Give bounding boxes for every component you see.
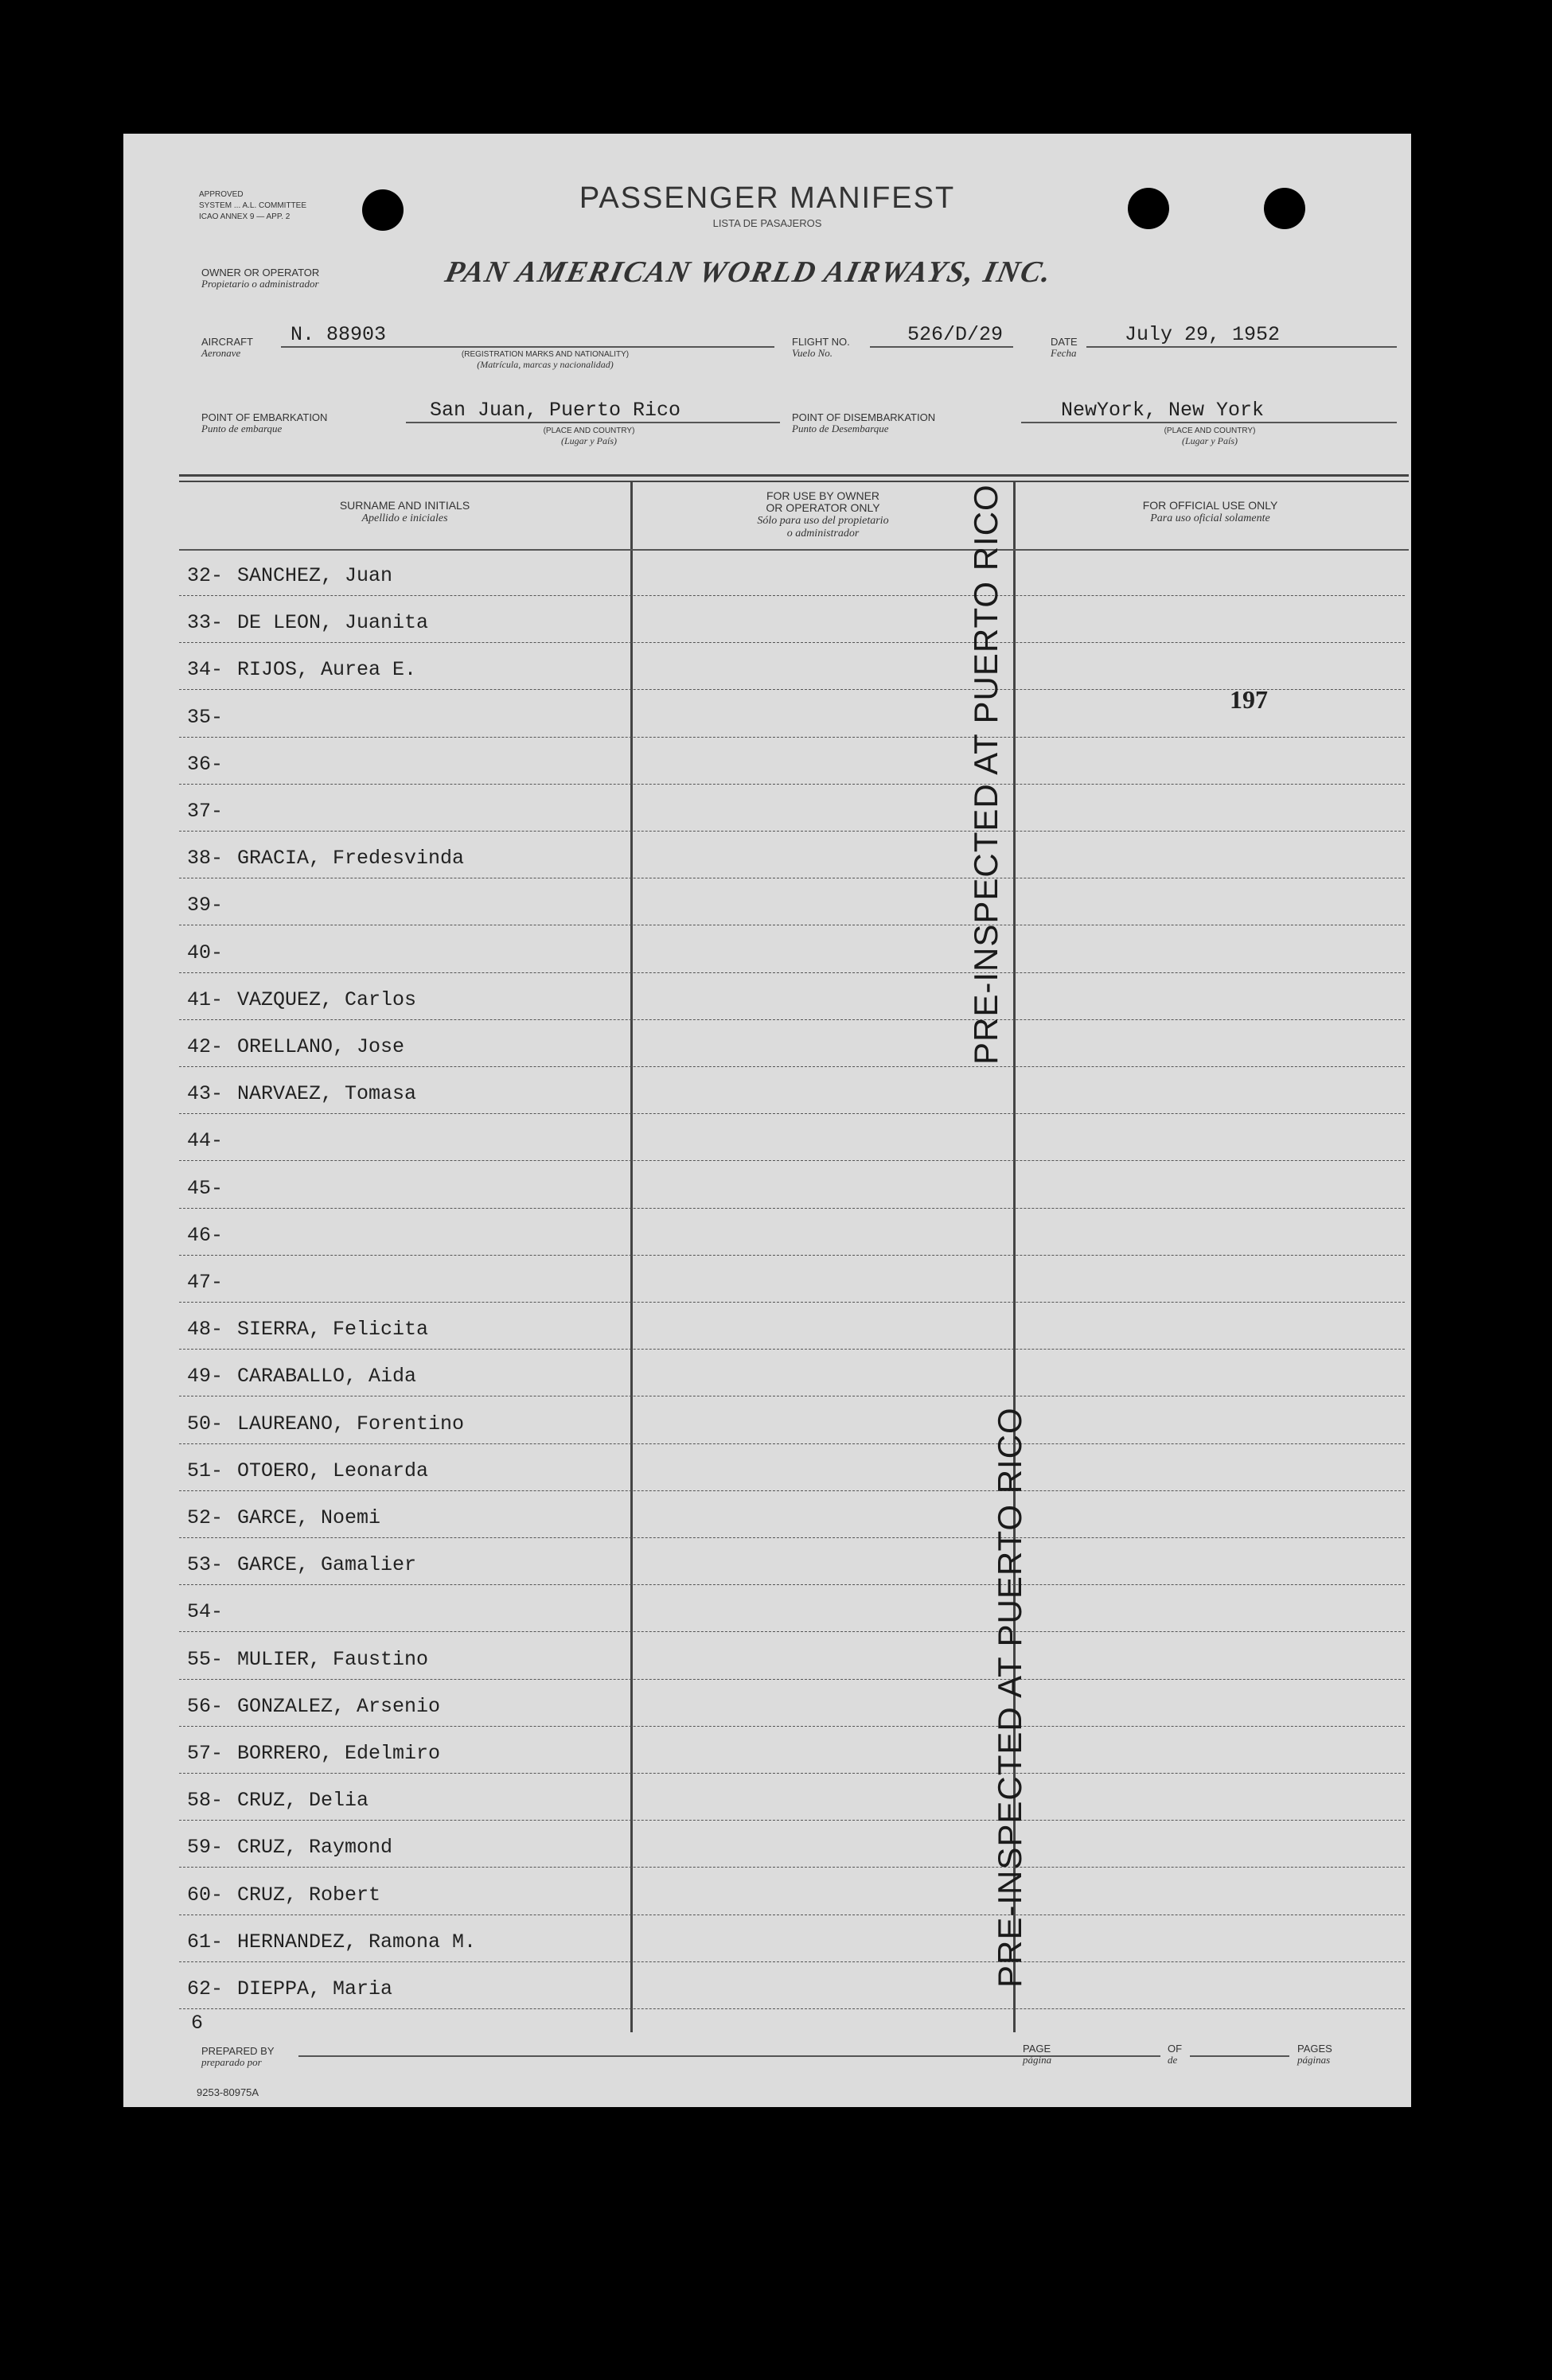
row-number: 62- <box>187 1977 224 2000</box>
embark-caption <box>489 427 688 447</box>
disembark-caption <box>1110 427 1309 447</box>
embark-value: San Juan, Puerto Rico <box>430 399 681 422</box>
row-number: 55- <box>187 1648 224 1671</box>
page-number: 6 <box>191 2012 204 2035</box>
col-header-owner-line1: FOR USE BY OWNER <box>766 489 880 502</box>
prepared-label-block <box>201 2046 275 2068</box>
passenger-name: DIEPPA, Maria <box>237 1977 393 2000</box>
operator-name: PAN AMERICAN WORLD AIRWAYS, INC. <box>442 255 1056 289</box>
embark-label-es: Punto de embarque <box>201 423 283 434</box>
passenger-name: CRUZ, Robert <box>237 1883 381 1907</box>
row-number: 38- <box>187 847 224 870</box>
table-row-line <box>179 1867 1405 1868</box>
row-number: 32- <box>187 564 224 587</box>
registration-caption <box>386 350 704 371</box>
date-label-block <box>1051 337 1078 359</box>
disembark-value: NewYork, New York <box>1061 399 1265 422</box>
flight-label: FLIGHT NO. <box>792 336 850 348</box>
row-number: 36- <box>187 753 224 776</box>
row-number: 57- <box>187 1742 224 1765</box>
row-number: 52- <box>187 1506 224 1529</box>
table-row-line <box>179 2008 1405 2009</box>
row-number: 54- <box>187 1600 224 1623</box>
table-row-line <box>179 1631 1405 1632</box>
form-code: 9253-80975A <box>197 2086 259 2098</box>
of-line <box>1190 2055 1289 2057</box>
row-number: 34- <box>187 658 224 681</box>
pre-inspected-stamp: PRE-INSPECTED AT PUERTO RICO <box>991 1407 1028 1988</box>
row-number: 49- <box>187 1365 224 1388</box>
header-bottom-rule <box>179 549 1409 551</box>
row-number: 51- <box>187 1459 224 1482</box>
page-label-block <box>1023 2043 1051 2066</box>
manifest-page <box>123 134 1411 2107</box>
prepared-label-es: preparado por <box>201 2056 262 2068</box>
passenger-name: SIERRA, Felicita <box>237 1318 429 1341</box>
passenger-name: NARVAEZ, Tomasa <box>237 1082 417 1105</box>
embark-line <box>406 422 780 423</box>
table-row-line <box>179 689 1405 690</box>
embark-label-block <box>201 412 327 434</box>
col-header-owner-es1: Sólo para uso del propietario <box>757 515 889 527</box>
table-row-line <box>179 1208 1405 1209</box>
table-row-line <box>179 642 1405 643</box>
disembark-label-block <box>792 412 935 434</box>
page-label: PAGE <box>1023 2043 1051 2055</box>
embark-caption-es: (Lugar y País) <box>561 435 617 446</box>
row-number: 50- <box>187 1412 224 1435</box>
passenger-name: OTOERO, Leonarda <box>237 1459 429 1482</box>
registration-caption-en: (REGISTRATION MARKS AND NATIONALITY) <box>461 350 630 359</box>
table-row-line <box>179 737 1405 738</box>
table-row-line <box>179 1961 1405 1962</box>
passenger-name: ORELLANO, Jose <box>237 1035 405 1058</box>
row-number: 53- <box>187 1553 224 1576</box>
table-row-line <box>179 1113 1405 1114</box>
row-number: 58- <box>187 1789 224 1812</box>
passenger-name: RIJOS, Aurea E. <box>237 658 417 681</box>
passenger-name: GARCE, Noemi <box>237 1506 381 1529</box>
embark-label: POINT OF EMBARKATION <box>201 411 328 423</box>
passenger-name: GRACIA, Fredesvinda <box>237 847 465 870</box>
table-row-line <box>179 1302 1405 1303</box>
table-row-line <box>179 1773 1405 1774</box>
table-row-line <box>179 1726 1405 1727</box>
table-row-line <box>179 831 1405 832</box>
owner-label-es: Propietario o administrador <box>201 278 319 290</box>
flight-label-es: Vuelo No. <box>792 347 833 359</box>
col-header-official-en: FOR OFFICIAL USE ONLY <box>1142 499 1278 512</box>
disembark-label-es: Punto de Desembarque <box>792 423 889 434</box>
row-number: 46- <box>187 1224 224 1247</box>
row-number: 59- <box>187 1836 224 1859</box>
aircraft-value: N. 88903 <box>291 323 387 346</box>
aircraft-label-es: Aeronave <box>201 347 241 359</box>
approved-committee: SYSTEM ... A.L. COMMITTEE <box>199 201 307 210</box>
aircraft-label: AIRCRAFT <box>201 336 253 348</box>
table-row-line <box>179 1443 1405 1444</box>
date-line <box>1086 346 1397 348</box>
table-row-line <box>179 1820 1405 1821</box>
pages-label-es: páginas <box>1297 2054 1331 2066</box>
of-label-es: de <box>1168 2054 1178 2066</box>
col-header-owner <box>633 490 1013 539</box>
date-label: DATE <box>1051 336 1078 348</box>
passenger-name: VAZQUEZ, Carlos <box>237 988 417 1011</box>
pre-inspected-stamp: PRE-INSPECTED AT PUERTO RICO <box>967 484 1004 1065</box>
passenger-name: CRUZ, Raymond <box>237 1836 393 1859</box>
embark-caption-en: (PLACE AND COUNTRY) <box>543 427 635 435</box>
page-title: PASSENGER MANIFEST <box>579 181 956 215</box>
page-subtitle: LISTA DE PASAJEROS <box>712 217 822 229</box>
passenger-name: CRUZ, Delia <box>237 1789 369 1812</box>
page-line <box>1061 2055 1160 2057</box>
col-header-owner-line2: OR OPERATOR ONLY <box>766 501 880 514</box>
table-row-line <box>179 784 1405 785</box>
col-header-owner-es2: o administrador <box>786 528 860 539</box>
official-number: 197 <box>1230 685 1268 714</box>
row-number: 37- <box>187 800 224 823</box>
disembark-line <box>1021 422 1397 423</box>
approved-text: APPROVED <box>199 190 244 199</box>
passenger-name: LAUREANO, Forentino <box>237 1412 465 1435</box>
prepared-label: PREPARED BY <box>201 2045 275 2057</box>
table-row-line <box>179 972 1405 973</box>
table-row-line <box>179 1679 1405 1680</box>
owner-label-block <box>201 267 319 290</box>
disembark-caption-es: (Lugar y País) <box>1182 435 1238 446</box>
passenger-name: SANCHEZ, Juan <box>237 564 393 587</box>
passenger-name: HERNANDEZ, Ramona M. <box>237 1930 477 1953</box>
col-header-surname-es: Apellido e iniciales <box>361 512 448 524</box>
date-label-es: Fecha <box>1051 347 1077 359</box>
row-number: 42- <box>187 1035 224 1058</box>
table-row-line <box>179 1066 1405 1067</box>
approved-annex: ICAO ANNEX 9 — APP. 2 <box>199 212 291 221</box>
row-number: 39- <box>187 894 224 917</box>
aircraft-label-block <box>201 337 253 359</box>
table-row-line <box>179 1255 1405 1256</box>
passenger-name: CARABALLO, Aida <box>237 1365 417 1388</box>
disembark-caption-en: (PLACE AND COUNTRY) <box>1164 427 1256 435</box>
row-number: 41- <box>187 988 224 1011</box>
aircraft-line <box>281 346 774 348</box>
row-number: 35- <box>187 706 224 729</box>
flight-line <box>870 346 1013 348</box>
row-number: 56- <box>187 1695 224 1718</box>
of-label-block <box>1168 2043 1182 2066</box>
table-row-line <box>179 595 1405 596</box>
table-row-line <box>179 1490 1405 1491</box>
row-number: 60- <box>187 1883 224 1907</box>
passenger-name: MULIER, Faustino <box>237 1648 429 1671</box>
row-number: 45- <box>187 1177 224 1200</box>
col-header-surname-en: SURNAME AND INITIALS <box>339 499 470 512</box>
col-header-official-es: Para uso oficial solamente <box>1150 512 1270 524</box>
col-header-surname <box>179 500 630 524</box>
flight-label-block <box>792 337 850 359</box>
passenger-name: GARCE, Gamalier <box>237 1553 417 1576</box>
passenger-name: DE LEON, Juanita <box>237 611 429 634</box>
row-number: 33- <box>187 611 224 634</box>
col-header-official <box>1016 500 1405 524</box>
flight-value: 526/D/29 <box>907 323 1004 346</box>
row-number: 48- <box>187 1318 224 1341</box>
of-label: OF <box>1168 2043 1183 2055</box>
owner-label: OWNER OR OPERATOR <box>201 267 320 279</box>
table-row-line <box>179 1537 1405 1538</box>
row-number: 43- <box>187 1082 224 1105</box>
table-row-line <box>179 1160 1405 1161</box>
registration-caption-es: (Matrícula, marcas y nacionalidad) <box>477 359 614 370</box>
date-value: July 29, 1952 <box>1125 323 1281 346</box>
passenger-name: GONZALEZ, Arsenio <box>237 1695 441 1718</box>
row-number: 47- <box>187 1271 224 1294</box>
column-divider <box>630 482 633 2032</box>
prepared-line <box>298 2055 1102 2057</box>
table-row-line <box>179 1019 1405 1020</box>
page-label-es: página <box>1023 2054 1052 2066</box>
row-number: 40- <box>187 941 224 964</box>
disembark-label: POINT OF DISEMBARKATION <box>792 411 936 423</box>
passenger-name: BORRERO, Edelmiro <box>237 1742 441 1765</box>
pages-label: PAGES <box>1297 2043 1332 2055</box>
row-number: 61- <box>187 1930 224 1953</box>
row-number: 44- <box>187 1129 224 1152</box>
table-top-rule <box>179 474 1409 477</box>
table-row-line <box>179 1349 1405 1350</box>
pages-label-block <box>1297 2043 1332 2066</box>
table-row-line <box>179 1584 1405 1585</box>
table-top-rule-2 <box>179 481 1409 482</box>
